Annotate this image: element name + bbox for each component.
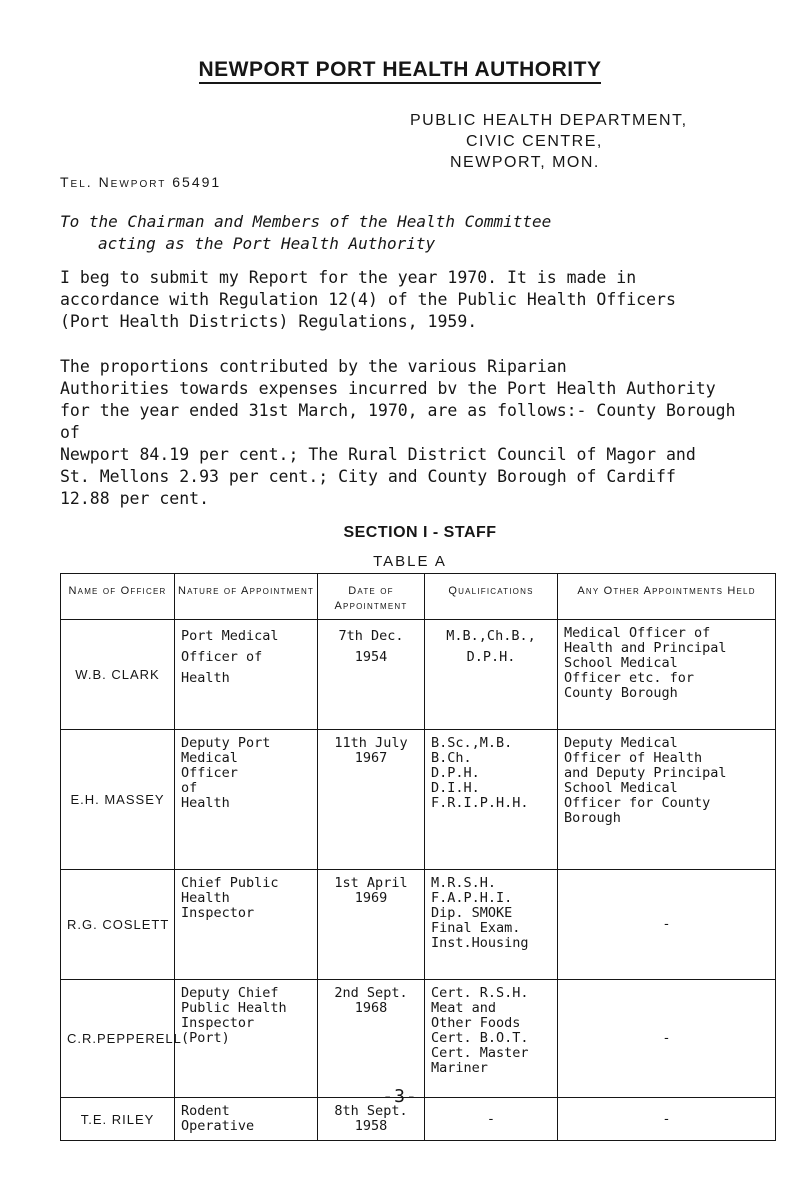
salutation	[60, 211, 760, 255]
appointment-nature: Rodent Operative	[175, 1098, 318, 1141]
appointment-date: 7th Dec. 1954	[318, 620, 425, 730]
officer-name: T.E. RILEY	[61, 1098, 175, 1141]
contributions-paragraph: The proportions contributed by the various Riparian Authorities towards expenses incurred bv the Port Health Authority for the year ended 31st March, 1970, are as follows:- County Borough of Newport 84.19 per cent.; The Rural District Council of Magor and St. Mellons 2.93 per cent.; City and County Borough of Cardiff 12.88 per cent.	[60, 357, 736, 508]
qualifications: Cert. R.S.H. Meat and Other Foods Cert. B.O.T. Cert. Master Mariner	[425, 980, 558, 1098]
officer-name: C.R.PEPPERELL	[61, 980, 175, 1098]
appointment-date: 1st April 1969	[318, 870, 425, 980]
appointment-nature: Deputy Chief Public Health Inspector (Port)	[175, 980, 318, 1098]
officer-name: E.H. MASSEY	[61, 730, 175, 870]
column-header-date: Date of Appointment	[318, 574, 425, 620]
page-title: NEWPORT PORT HEALTH AUTHORITY	[0, 58, 800, 82]
staff-table	[60, 573, 776, 1141]
table-title: TABLE A	[373, 553, 447, 570]
appointment-date: 8th Sept. 1958	[318, 1098, 425, 1141]
other-appointments: -	[558, 1098, 776, 1141]
page-number: -3-	[382, 1086, 418, 1107]
section-title: SECTION I - STAFF	[343, 524, 497, 541]
report-paragraph: I beg to submit my Report for the year 1970. It is made in accordance with Regulation 12(4) of the Public Health Officers (Port Health Districts) Regulations, 1959.	[60, 268, 676, 331]
qualifications: B.Sc.,M.B. B.Ch. D.P.H. D.I.H. F.R.I.P.H.H.	[425, 730, 558, 870]
column-header-other-appointments: Any Other Appointments Held	[558, 574, 776, 620]
address-line: CIVIC CENTRE,	[466, 133, 603, 150]
table-row	[61, 980, 776, 1098]
table-row	[61, 730, 776, 870]
address-line: NEWPORT, MON.	[450, 154, 600, 171]
column-header-nature: Nature of Appointment	[175, 574, 318, 620]
appointment-nature: Deputy Port Medical Officer of Health	[175, 730, 318, 870]
column-header-qualifications: Qualifications	[425, 574, 558, 620]
table-row	[61, 870, 776, 980]
other-appointments: -	[558, 870, 776, 980]
qualifications: -	[425, 1098, 558, 1141]
appointment-date: 11th July 1967	[318, 730, 425, 870]
telephone-number: Tel. Newport 65491	[60, 174, 222, 190]
other-appointments: Medical Officer of Health and Principal School Medical Officer etc. for County Borough	[558, 620, 776, 730]
table-header-row	[61, 574, 776, 620]
officer-name: W.B. CLARK	[61, 620, 175, 730]
other-appointments: Deputy Medical Officer of Health and Deputy Principal School Medical Officer for County Borough	[558, 730, 776, 870]
appointment-nature: Chief Public Health Inspector	[175, 870, 318, 980]
officer-name: R.G. COSLETT	[61, 870, 175, 980]
other-appointments: -	[558, 980, 776, 1098]
salutation-line: acting as the Port Health Authority	[98, 234, 436, 253]
qualifications: M.R.S.H. F.A.P.H.I. Dip. SMOKE Final Exam. Inst.Housing	[425, 870, 558, 980]
department-address	[410, 110, 688, 173]
appointment-date: 2nd Sept. 1968	[318, 980, 425, 1098]
qualifications: M.B.,Ch.B., D.P.H.	[425, 620, 558, 730]
table-row	[61, 620, 776, 730]
salutation-line: To the Chairman and Members of the Health Committee	[60, 212, 552, 231]
appointment-nature: Port Medical Officer of Health	[175, 620, 318, 730]
address-line: PUBLIC HEALTH DEPARTMENT,	[410, 112, 688, 129]
column-header-name: Name of Officer	[61, 574, 175, 620]
